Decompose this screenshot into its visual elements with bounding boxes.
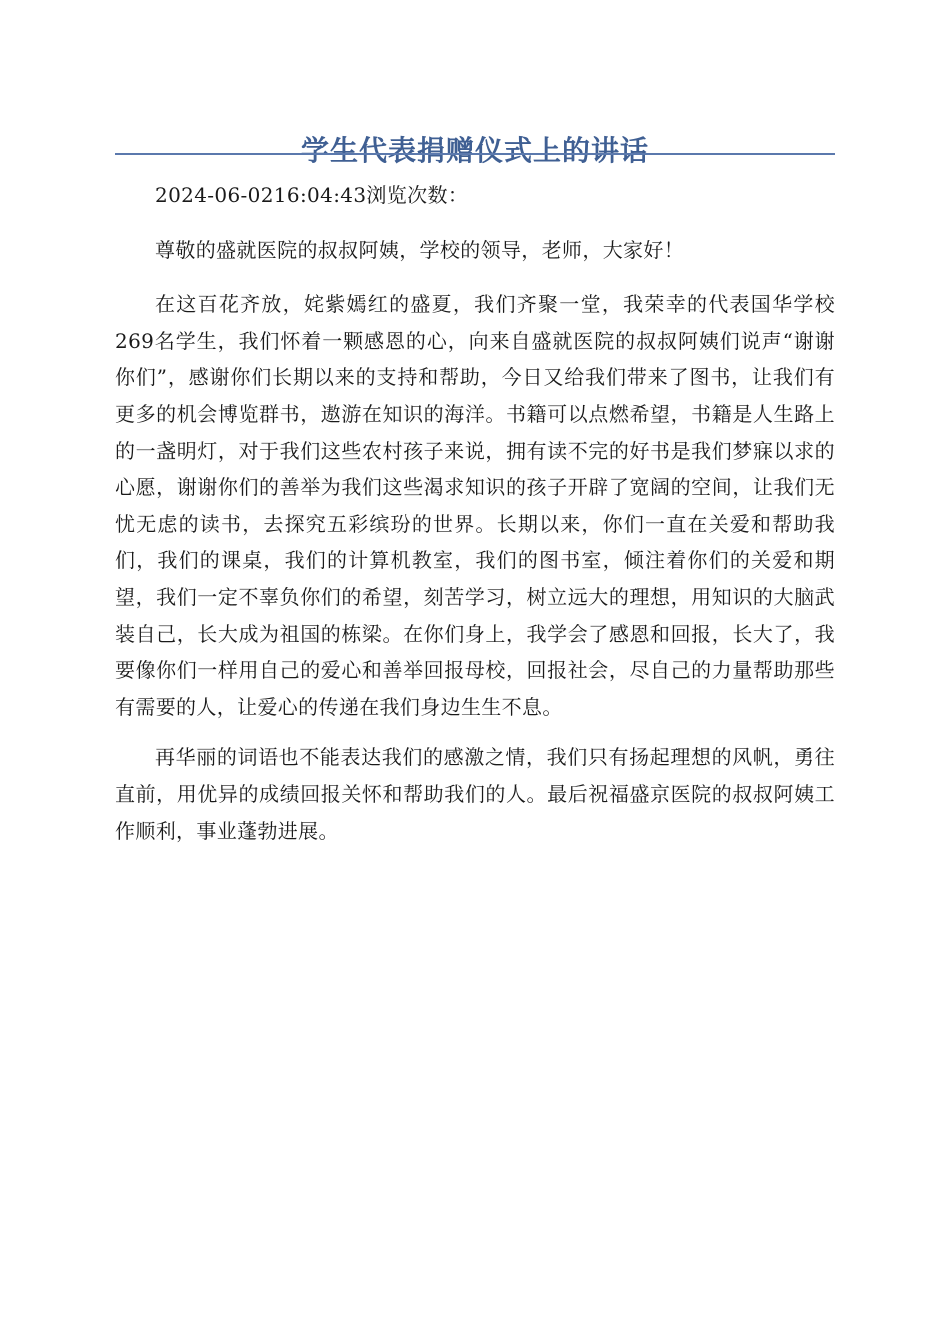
title-underline [115, 153, 835, 155]
greeting-paragraph: 尊敬的盛就医院的叔叔阿姨，学校的领导，老师，大家好！ [155, 237, 685, 262]
publish-meta: 2024-06-0216:04:43浏览次数： [155, 183, 469, 207]
document-title: 学生代表捐赠仪式上的讲话 [300, 133, 649, 167]
speech-paragraph-main: 在这百花齐放，姹紫嫣红的盛夏，我们齐聚一堂，我荣幸的代表国华学校269名学生，我们怀着一颗感恩的心，向来自盛就医院的叔叔阿姨们说声“谢谢你们”，感谢你们长期以来的支持和帮助，今日又给我们带来了图书，让我们有更多的机会博览群书，遨游在知识的海洋。书籍可以点燃希望，书籍是人生路上的一盏明灯，对于我们这些农村孩子来说，拥有读不完的好书是我们梦寐以求的心愿，谢谢你们的善举为我们这些渴求知识的孩子开辟了宽阔的空间，让我们无忧无虑的读书，去探究五彩缤玢的世界。长期以来，你们一直在关爱和帮助我们，我们的课桌，我们的计算机教室，我们的图书室，倾注着你们的关爱和期望，我们一定不辜负你们的希望，刻苦学习，树立远大的理想，用知识的大脑武装自己，长大成为祖国的栋梁。在你们身上，我学会了感恩和回报，长大了，我要像你们一样用自己的爱心和善举回报母校，回报社会，尽自己的力量帮助那些有需要的人，让爱心的传递在我们身边生生不息。 [115, 292, 835, 719]
speech-paragraph-closing: 再华丽的词语也不能表达我们的感激之情，我们只有扬起理想的风帆，勇往直前，用优异的成绩回报关怀和帮助我们的人。最后祝福盛京医院的叔叔阿姨工作顺利，事业蓬勃进展。 [115, 745, 835, 843]
document-body [115, 177, 835, 863]
